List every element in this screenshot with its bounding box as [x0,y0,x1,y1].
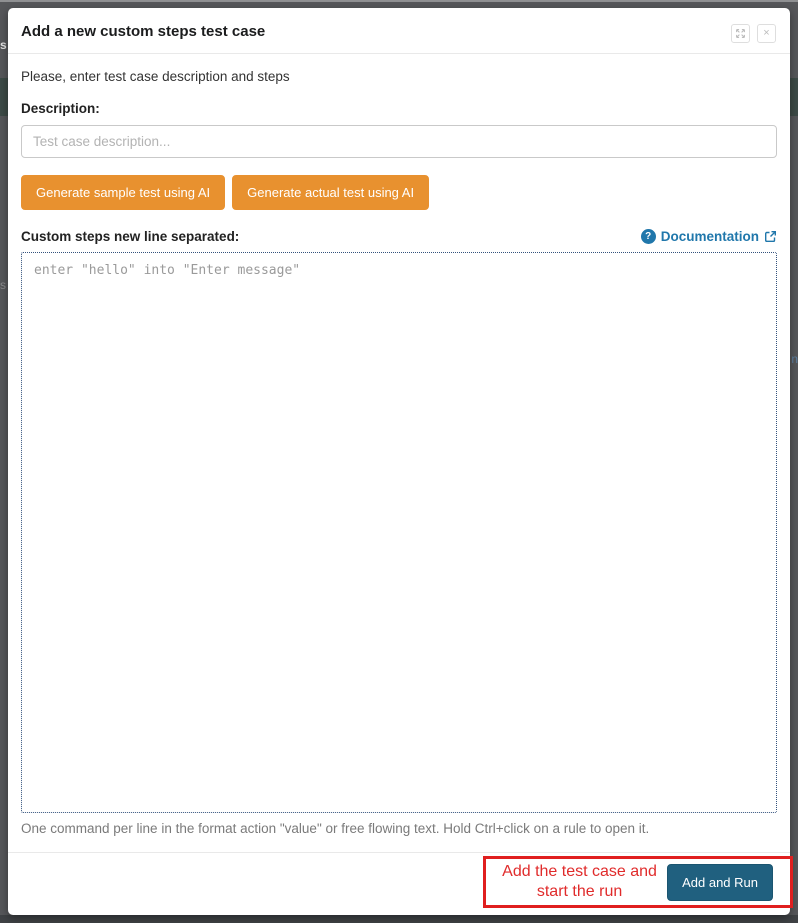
add-and-run-button[interactable]: Add and Run [667,864,773,901]
expand-button[interactable] [731,24,750,43]
steps-helper-text: One command per line in the format action "value" or free flowing text. Hold Ctrl+click on a rule to open it. [21,821,650,836]
generate-actual-test-button[interactable]: Generate actual test using AI [232,175,429,210]
annotation-highlight-box [483,856,793,908]
description-input[interactable] [21,125,777,158]
expand-icon [735,28,746,39]
steps-header-row [21,229,777,244]
backdrop-text-artifact: s [0,38,7,52]
add-test-case-modal [8,8,790,915]
modal-title: Add a new custom steps test case [21,23,266,40]
custom-steps-label: Custom steps new line separated: [21,229,240,244]
intro-text: Please, enter test case description and steps [21,69,290,84]
generate-sample-test-button[interactable]: Generate sample test using AI [21,175,225,210]
custom-steps-textarea[interactable] [21,252,777,813]
backdrop-text-artifact: n [791,352,798,366]
frame-highlight [0,0,798,2]
close-button[interactable] [757,24,776,43]
help-icon: ? [641,229,656,244]
modal-header [8,8,790,54]
documentation-link[interactable] [641,229,777,244]
documentation-link-label: Documentation [660,229,759,244]
annotation-line1: Add the test case and [502,863,657,880]
backdrop-bottom-strip [0,915,798,923]
ai-buttons-row [21,175,777,210]
annotation-text [486,862,667,902]
footer-divider [8,852,790,853]
background-navbar-sliver-right [790,78,798,116]
backdrop-text-artifact: s [0,278,6,292]
description-label: Description: [21,101,100,116]
close-icon: × [763,27,770,39]
annotation-line2: start the run [536,883,623,900]
background-navbar-sliver-left [0,78,8,116]
modal-body [8,54,790,836]
external-link-icon [764,230,777,243]
modal-window-controls [731,24,776,43]
